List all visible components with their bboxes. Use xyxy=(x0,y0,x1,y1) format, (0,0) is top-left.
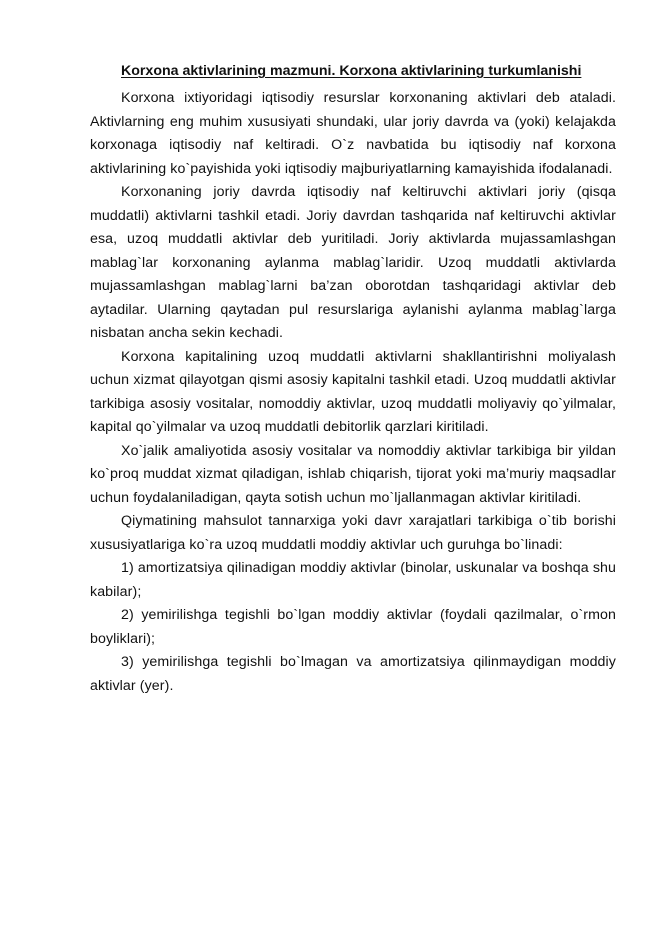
paragraph-classification-intro: Qiymatining mahsulot tannarxiga yoki davr xarajatlari tarkibiga o`tib borishi xususiyatlariga ko`ra uzoq muddatli moddiy aktivlar uch guruhga bo`linadi: xyxy=(90,513,616,553)
paragraph-current-assets: Korxonaning joriy davrda iqtisodiy naf keltiruvchi aktivlari joriy (qisqa muddatli) aktivlarni tashkil etadi. Joriy davrdan tashqarida naf keltiruvchi aktivlar esa, uzoq muddatli aktivlar deb yuritiladi. Joriy aktivlarda mujassamlashgan mablag`lar korxonaning aylanma mablag`laridir. Uzoq muddatli aktivlarda mujassamlashgan mablag`larni ba’zan oborotdan tashqaridagi aktivlar deb aytadilar. Ularning qaytadan pul resurslariga aylanishi aylanma mablag`larga nisbatan ancha sekin kechadi. xyxy=(90,184,616,341)
list-item-depreciable: 1) amortizatsiya qilinadigan moddiy aktivlar (binolar, uskunalar va boshqa shu kabilar); xyxy=(90,560,616,600)
document-body xyxy=(90,87,616,698)
paragraph-long-term-assets: Korxona kapitalining uzoq muddatli aktivlarni shakllantirishni moliyalash uchun xizmat qilayotgan qismi asosiy kapitalni tashkil etadi. Uzoq muddatli aktivlar tarkibiga asosiy vositalar, nomoddiy aktivlar, uzoq muddatli moliyaviy qo`yilmalar, kapital qo`yilmalar va uzoq muddatli debitorlik qarzlari kiritiladi. xyxy=(90,348,616,435)
paragraph-fixed-assets: Xo`jalik amaliyotida asosiy vositalar va nomoddiy aktivlar tarkibiga bir yildan ko`proq muddat xizmat qiladigan, ishlab chiqarish, tijorat yoki ma’muriy maqsadlar uchun foydalaniladigan, qayta sotish uchun mo`ljallanmagan aktivlar kiritiladi. xyxy=(90,442,616,506)
list-item-non-depreciable: 3) yemirilishga tegishli bo`lmagan va amortizatsiya qilinmaydigan moddiy aktivlar (yer). xyxy=(90,654,616,694)
list-item-depletable: 2) yemirilishga tegishli bo`lgan moddiy aktivlar (foydali qazilmalar, o`rmon boyliklari); xyxy=(90,607,616,647)
document-title: Korxona aktivlarining mazmuni. Korxona aktivlarining turkumlanishi xyxy=(121,63,582,79)
paragraph-assets-definition: Korxona ixtiyoridagi iqtisodiy resurslar korxonaning aktivlari deb ataladi. Aktivlarning eng muhim xususiyati shundaki, ular joriy davrda va (yoki) kelajakda korxonaga iqtisodiy naf keltiradi. O`z navbatida bu iqtisodiy naf korxona aktivlarining ko`payishida yoki iqtisodiy majburiyatlarning kamayishida ifodalanadi. xyxy=(90,90,616,177)
